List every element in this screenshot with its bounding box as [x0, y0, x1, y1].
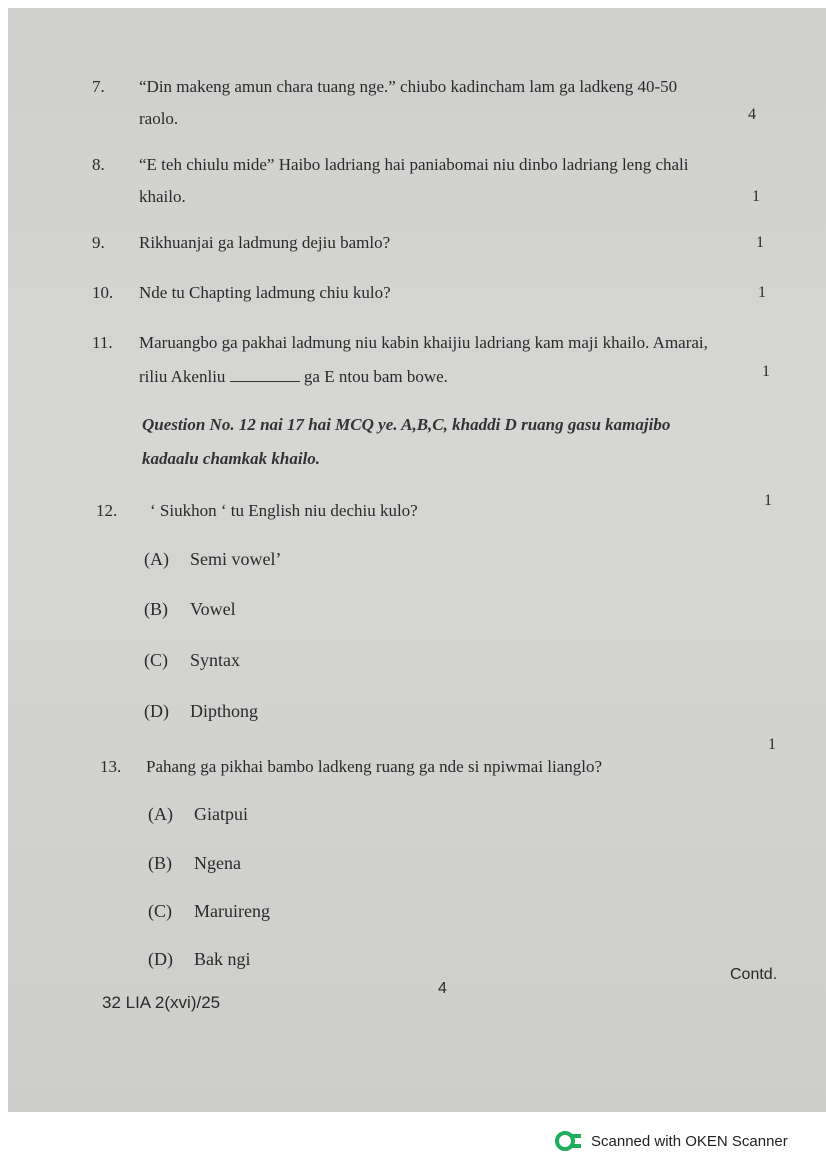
question-marks: 1	[768, 736, 776, 753]
continued-label: Contd.	[730, 966, 778, 983]
option-a: (A) Semi vowel’	[144, 549, 282, 569]
option-b: (B) Ngena	[148, 853, 241, 873]
scanned-page	[8, 8, 826, 1112]
option-c: (C) Syntax	[144, 650, 241, 670]
question-number: 8.	[92, 155, 105, 174]
question-marks: 1	[758, 284, 766, 301]
question-number: 13.	[100, 757, 122, 776]
question-number: 7.	[92, 77, 105, 96]
fill-in-blank	[230, 367, 300, 382]
question-marks: 4	[748, 106, 756, 123]
oken-scanner-logo-icon	[555, 1130, 583, 1152]
mcq-instruction: Question No. 12 nai 17 hai MCQ ye. A,B,C, khaddi D ruang gasu kamajibo kadaalu chamkak khailo.	[142, 415, 671, 468]
scanner-watermark	[555, 1130, 788, 1152]
question-text-line2: riliu Akenliu ga E ntou bam bowe.	[139, 367, 448, 386]
question-number: 12.	[96, 501, 118, 520]
question-text: ‘ Siukhon ‘ tu English niu dechiu kulo?	[150, 501, 418, 520]
question-marks: 1	[752, 188, 760, 205]
question-marks: 1	[762, 363, 770, 380]
option-d: (D) Dipthong	[144, 701, 259, 721]
question-marks: 1	[756, 234, 764, 251]
question-text-line2: khailo.	[139, 187, 186, 206]
option-d: (D) Bak ngi	[148, 949, 251, 969]
question-text-line1: Nde tu Chapting ladmung chiu kulo?	[139, 283, 391, 302]
question-marks: 1	[764, 492, 772, 509]
question-text-line1: “E teh chiulu mide” Haibo ladriang hai paniabomai niu dinbo ladriang leng chali	[139, 155, 689, 174]
question-number: 10.	[92, 283, 114, 302]
question-text-line2: raolo.	[139, 109, 179, 128]
option-a: (A) Giatpui	[148, 804, 248, 824]
paper-code: 32 LIA 2(xvi)/25	[102, 993, 221, 1012]
question-text-line1: Maruangbo ga pakhai ladmung niu kabin khaijiu ladriang kam maji khailo. Amarai,	[139, 333, 708, 352]
question-number: 11.	[92, 333, 113, 352]
scanner-label: Scanned with OKEN Scanner	[591, 1132, 788, 1150]
question-text: Pahang ga pikhai bambo ladkeng ruang ga nde si npiwmai lianglo?	[146, 757, 603, 776]
option-b: (B) Vowel	[144, 599, 236, 619]
question-text-line1: Rikhuanjai ga ladmung dejiu bamlo?	[139, 233, 391, 252]
question-text-line1: “Din makeng amun chara tuang nge.” chiubo kadincham lam ga ladkeng 40-50	[139, 77, 678, 96]
page-number: 4	[438, 980, 447, 997]
option-c: (C) Maruireng	[148, 901, 270, 921]
question-number: 9.	[92, 233, 105, 252]
